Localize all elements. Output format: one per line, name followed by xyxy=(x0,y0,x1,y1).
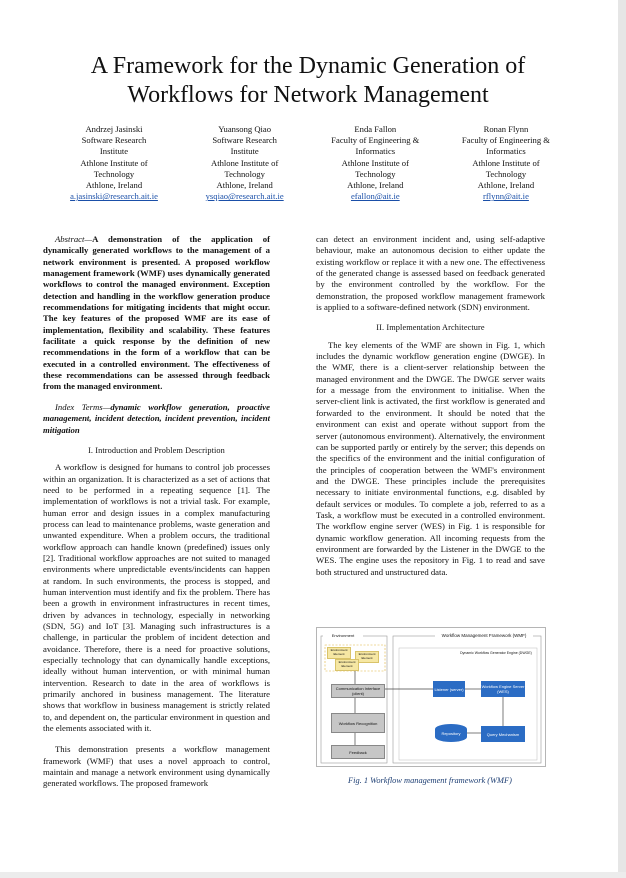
wmf-label: Workflow Management Framework (WMF) xyxy=(435,631,533,639)
author-affil-line: Athlone, Ireland xyxy=(347,180,404,191)
query-mechanism-box: Query Mechanism xyxy=(481,726,525,742)
author-affil-line: Athlone Institute of xyxy=(341,157,409,168)
author-affil-line: Faculty of Engineering & xyxy=(331,135,420,146)
environment-element-2: Environment Element xyxy=(355,651,379,663)
author-email-link[interactable]: a.jasinski@research.ait.ie xyxy=(70,191,158,202)
intro-paragraph-1: A workflow is designed for humans to control job processes within an organization. It is characterized as a set of actions that need to be performed in a repeating sequence [1]. The implementation of workflows is not a trivial task. For example, human error and design issues in a complex manufacturing process can lead to maintenance problems, waste generation and unwanted expenditure. When a problem occurs, the traditional workflow approach can handle known (predefined) issues only [2]. Traditional workflow approaches are not suited to managed environments where unpredictable events/incidents can happen at random. In such environments, the process is stopped, and human intervention must identify and fix the problem. There has been a growth in environment infrastructures in recent times, driven by advances in technology, especially in networking (SDN, 5G) and IoT [3]. Managing such infrastructures is a challenge, in particular the problem of incident detection and avoidance. Therefore, there is a need for proactive solutions, especially technology that can dynamically handle exceptions, ideally without human intervention, or with minimal human intervention. Research to date in the area of workflows is primarily anchored in business management. The literature shows that workflow in business management is strictly related to, and dependent on, the particular environment in question and the elements associated with it. xyxy=(43,462,270,734)
author-affil-line: Technology xyxy=(355,168,396,179)
author-name: Andrzej Jasinski xyxy=(85,124,143,134)
dwge-label: Dynamic Workflow Generator Engine (DWGE) xyxy=(460,650,532,655)
author-affil-line: Informatics xyxy=(486,146,526,157)
author-affil-line: Athlone Institute of xyxy=(472,157,540,168)
section-heading-introduction: I. Introduction and Problem Description xyxy=(88,445,225,455)
index-terms xyxy=(43,402,270,436)
author-affil-line: Institute xyxy=(99,146,129,157)
page-bottom-edge xyxy=(0,872,626,878)
architecture-paragraph: The key elements of the WMF are shown in Fig. 1, which includes the dynamic workflow generation engine (DWGE). In the WMF, there is a client-server relationship between the managed environment and the DWGE. The DWGE server waits for a message from the environment to initialise. When the server-client link is activated, the first workflow is generated and forwarded to the environment. It should be noted that the environment can exist and operate without support from the server (autonomous environment). Alternatively, the environment can be supported partly or entirely by the server; this depends on the specifics of the environment and the initial configuration of the principles of cooperation between the WMF's environment and the DWGE. These principles include the prerequisites necessary to initiate environmental functions, e.g. disabled by default services or modules. To complete a job, referred to as a Task, a workflow must be executed in a controlled environment. The workflow engine server (WES) in Fig. 1 is responsible for dynamic workflow generation. All incoming requests from the environment are forwarded by the Listener in the DWGE to the WES. The engine uses the repository in Fig. 1 to read and save both structured and unstructured data. xyxy=(316,339,545,577)
author-name: Enda Fallon xyxy=(354,124,397,134)
author-email-link[interactable]: efallon@ait.ie xyxy=(350,191,400,202)
author-affil-line: Informatics xyxy=(355,146,396,157)
index-terms-label: Index Terms— xyxy=(55,401,111,412)
author-affil-line: Technology xyxy=(485,168,527,179)
right-column xyxy=(316,234,545,578)
right-paragraph-1: can detect an environment incident and, using self-adaptive behaviour, make an autonomous decision to either update the existing workflow or replace it with a new one. The effectiveness of the generated change is assessed based on feedback generated by the environment controlled by the workflow. For the demonstration, the proposed workflow management framework is applied to a software-defined network (SDN) environment. xyxy=(316,234,545,313)
listener-box: Listener (server) xyxy=(433,681,465,697)
author-block xyxy=(50,124,570,202)
author-4 xyxy=(442,124,570,202)
dwge-frame xyxy=(399,648,537,760)
section-heading-architecture: II. Implementation Architecture xyxy=(376,323,485,333)
author-email-link[interactable]: ysqiao@research.ait.ie xyxy=(205,191,284,202)
wes-box: Workflow Engine Server (WES) xyxy=(481,681,525,697)
environment-element-1: Environment Element xyxy=(327,647,351,659)
abstract-text: A demonstration of the application of dynamically generated workflows to the management of a network environment is presented. A proposed workflow management framework (WMF) uses dynamically generated workflows to control the managed environment. Exception detection and handling in the workflow generation produce recommendations for mitigating incidents that might occur. The key features of the proposed WMF are its ease of implementation, flexibility and scalability. These features facilitate a quick response by the definition of new recommendations in the form of a workflow that can be executed in a controlled environment. The effectiveness of these recommendations can be assessed through feedback from the managed environment. xyxy=(43,234,270,392)
author-affil-line: Software Research xyxy=(212,135,277,146)
communication-interface-box: Communication Interface (client) xyxy=(331,684,385,698)
author-affil-line: Athlone Institute of xyxy=(80,157,148,168)
author-affil-line: Athlone, Ireland xyxy=(477,180,535,191)
author-affil-line: Software Research xyxy=(81,135,147,146)
intro-paragraph-2: This demonstration presents a workflow management framework (WMF) that uses a novel approach to control, maintain and manage a network environment using dynamically generated workflows. The proposed framework xyxy=(43,744,270,789)
author-affil-line: Athlone, Ireland xyxy=(85,180,143,191)
paper-title: A Framework for the Dynamic Generation of Workflows for Network Management xyxy=(90,53,526,108)
workflow-recognition-box: Workflow Recognition xyxy=(331,713,385,733)
author-affil-line: Athlone, Ireland xyxy=(216,180,273,191)
author-affil-line: Technology xyxy=(224,168,265,179)
abstract-label: Abstract— xyxy=(55,234,93,244)
author-1 xyxy=(50,124,178,202)
author-email-link[interactable]: rflynn@ait.ie xyxy=(483,191,529,202)
figure-caption: Fig. 1 Workflow management framework (WMF) xyxy=(348,776,512,785)
author-3 xyxy=(311,124,439,202)
abstract xyxy=(43,234,270,393)
author-affil-line: Technology xyxy=(93,168,135,179)
author-affil-line: Institute xyxy=(230,146,259,157)
figure-1-diagram xyxy=(316,627,546,767)
author-affil-line: Faculty of Engineering & xyxy=(461,135,550,146)
left-column xyxy=(43,234,270,790)
author-2 xyxy=(181,124,309,202)
author-name: Yuansong Qiao xyxy=(218,124,272,134)
author-name: Ronan Flynn xyxy=(483,124,529,134)
environment-label: Environment xyxy=(323,631,363,639)
environment-element-3: Environment Element xyxy=(335,659,359,671)
index-terms-text: dynamic workflow generation, proactive management, incident detection, incident prevention, incident mitigation xyxy=(43,401,270,435)
page-right-edge xyxy=(618,0,626,878)
feedback-box: Feedback xyxy=(331,745,385,759)
repository-cylinder: Repository xyxy=(435,724,467,742)
author-affil-line: Athlone Institute of xyxy=(211,157,279,168)
